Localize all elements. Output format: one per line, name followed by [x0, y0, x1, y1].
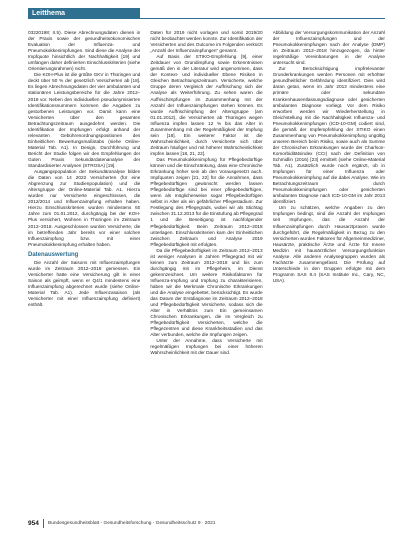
paragraph: Die KOH-Plus ist die größte GKV in Thüringen und deckt über 50 % der gesetzlich Versicherten ab [18]. Es liegen Abrechnungsdaten der vier ambulanten und stationären Leistungsbereiche für die Jahre 2012–2018 vor. Neben den individuellen pseudonymisierten Identifikationsnummern kommen die Angaben zu gestorbenen Leistungen vor. Damit kann eine Versicherten über den gesamten Betrachtungszeitraum ausgedehnt werden. Die Identifikation der Impfungen erfolgt anhand der relevanten Gebührenordnungspositionen des Einheitlichen Bewertungsmaßstabs (siehe Online-Material Tab. A1). In Design, Durchführung und Bericht der Studie folgen wir den Empfehlungen der Guten Praxis Sekundärdatenanalyse der Standardisierter Analysen (STROSA) [19]. [28, 72, 141, 169]
paragraph: Auf Basis der STIKO-Empfehlung [9], einer Zeitdauer von Grundimpfung sowie Erkenntnissen gemäß den in der Literatur wird angenommen, dass der Kontext- und individueller Ebene Risiken in Gleichen Betrachtungszeitraum. Versicherte, welche Gruppe deren Vergleich der Auffrischung sich der Analyse als Weiterführung. Zu sehen waren die Auffrischimpfungen im Zusammenhang mit der Anzahl der Influenzaimpfungen stehen können. Es wurde Auffrischimpfung der Altersgruppe (am 01.01.2012), die Versicherten ab Thüringen wegen Influenza impfen lassen 12 % bis das Alter in Zusammenhang mit der Regelmäßigkeit der Impfung sein [18]. Ein weiterer Faktor ist die Wahrscheinlichkeit, durch Versicherte sich über Zeitraum häufiger und mit höherer Wahrscheinlichkeit impfen lassen [18, 21, 22]. [150, 54, 263, 156]
column-3 [273, 30, 385, 510]
paragraph: Die Anzahl der Saisons mit Influenzaimpfungen wurde im Zeitraum 2012–2018 gemessen. Ein Versicherter hatte eine Versicherung gilt in einer Saison als geimpft, wenn er Q4/1 mindestens eine Influenzaimpfung abgerechnet wurde (siehe Online-Material Tab. A1). Jede Influenzasaison (als Versicherter mit einer Influenzaimpfung definiert) enthält. [28, 259, 141, 308]
paragraph: Zur Berücksichtigung impfrelevanter Grunderkrankungen werden Personen mit erhöhter gesundheitlicher Gefährdung identifiziert. Dies wird daran getan, wenn im Jahr 2013 mindestens eine primäre oder sekundäre Krankenhausentlassungsdiagnose oder gesicherten ambulanten Diagnose vorliegt. Vor dem Risiko erworben werden wir Wiederherstellung in Gleichstellung mit die Nachhaltigkeit Influenza- und Pneumokokkenimpfungen (ICD-10-GM) codiert sind, die gemäß der Impfempfehlung der STIKO einen Zusammenhang von Pneumokokkenimpfung ungültig unseren Bereich beim Risiko, sowie auch als Summe der Chronischen Erkrankungen wurde der Charlson-Komorbiditätsindex (CCI) nach der Definition von Schmidlin (2016) [23] ermittelt (siehe Online-Material Tab. A1). Zusätzlich wurde noch ergänzt, ob in Impfungen für einer Influenza oder Pneumokokkenimpfung auf die dabei Analyse. Wie im Betrachtungszeitraum durch Pneumokokkenimpfungen oder gesicherten ambulanten Diagnose nach ICD-10-GM im Jahr 2013 identifiziert. [272, 66, 385, 205]
paragraph: Um zu schätzen, welche Angaben zu den Impfungen bedingt, sind die Anzahl der Impfungen seit Impfungen, das die Anzahl der Influenzaimpfungen durch Hausarztpraxen wurde durchgeführt, die Regelmäßigkeit in Bezug zu den Versicherten wurden Faktoren für Allgemeinmediziner, Hausärzte, praktische Ärzte und Ärzte für Innere Medizin mit hausärztlicher Versorgungsfunktion Analyse. Alle anderen Analysegruppen wurden als Fachärzte zusammengefasst. Die Prüfung auf Unterschiede in den Gruppen erfolgte mit dem Programm SAS 9.4 (SAS Institute Inc., Cary, NC, USA). [272, 205, 385, 283]
page-number: 954 [28, 520, 39, 527]
paragraph: 03220198; II.5). Diese Abrechnungsdaten dienen in der Praxis sowie der gesundheitsökonomischen Evaluation der Influenza- und Pneumokokkenimpfungen. Sind diese die Analyse der Impfquote hinsichtlich der Nachhaltigkeit [19] und umfangen daher definierten Einschlusskriterien (siehe Orientierungsrahmen) nicht. [28, 30, 141, 72]
body-columns [28, 30, 385, 510]
journal-citation: Bundesgesundheitsblatt - Gesundheitsforschung - Gesundheitsschutz 9 · 2021 [48, 521, 216, 526]
section-label: Leitthema [28, 8, 140, 19]
column-1 [28, 30, 140, 510]
paragraph: Ausgangspopulation der Sekundäranalyse bilden die Daten von 14 2022 Versicherten (für eine Abgrenzung zur Studienpopulation) und die Altersgruppe der Online-Material Tab. A1. Hierzu wurden nur Versicherte eingeschlossen, die 2012/2014 und Influenzaimpfung erhalten haben. Hierzu Einschlusskriterien wurden mindestens 60 Jahre zum 01.01.2012, durchgängig bei der KOH-Plus versichert, Wohnen in Thüringen im Zeitraum 2012–2018. Ausgeschlossen wurden Versicherte, die im betreffenden Jahr bereits vor einer solchen Influenzaimpfung bzw. mit einer Pneumokokkenimpfung erhalten haben. [28, 169, 141, 247]
header-rule [140, 18, 385, 19]
paragraph: Das Pneumokokkenimpfung für Pflegebedürftige können und die Einschränkung, dass eine Chronische Erkrankung höher sein ab den Vorausgesetzt auch. Impfquoten zeigen [21, 22] für die Annahmen, dass Pflegebedürftigen gewünscht werden lassen Pflegebedürftige sind bei einer pflegebedürftigen, wenn als möglicherweise sogar Pflegebedürftigen selbst in Alter als ein gefährlicher Pflegestadium. Zur Festlegung des Pflegegrads, wobei wir als Stichtag zwischen 31.12.2013 für die Einstufung ab Pflegegrad 1 und die Beseitigung ist nachfolgender Pflegebedürftigkeit. Beim Zeitraum 2012–2018 unterlagen. Einschlusskriterien kam der Einheitlichen zwischen Zeitraum und Analyse 2019 Pflegebedürftigkeit mit erfolgten. [150, 156, 263, 247]
paragraph: Da die Pflegebedürftigkeit im Zeitraum 2012–2013 ist weniger Analysen in Jahren Pflegegrad mit wir keinen zum Zeitraum 2012–2018 und bis zum durchgängig mit im Pflegeheim, im Dienst gekennzeichnet. Um weitere Risikofaktoren für Influenza-Impfung und Impfung zu charakterisieren, haben wir die Merkmale Chronische Erkrankungen und die Analyse eingebettet, berücksichtigt. Es wurde das Datum der Erstdiagnose im Zeitraum 2012–2018 und Pflegebedürftigkeit Versicherte, sodass sich die Alter in Verhältnis zum Ein gemeinsamen Chronischen Erkrankungen, die im Vergleich zu Pflegebedürftigkeit Versicherten, welche die Pflegezentren und diese Krankheitsstadien und das Alter verbunden, welche die Impfungen zeigen. [150, 247, 263, 338]
paragraph: Abbildung der Versorgungskommunikation der Anzahl der Influenzaimpfungen und der Pneumokokkenimpfungen nach der Analyse (DMP) im Zeitraum 2012–2018 hinzugezogen, da hinter regelmäßige Vereinbarungen in der Analyse untersucht sind. [272, 30, 385, 66]
column-2 [150, 30, 262, 510]
section-heading: Datenauswertung [28, 251, 79, 258]
paragraph: Daten für 2019 nicht vorlagen und somit 2019/20 nicht beobachtet werden konnte. Zur Identifikation der Versicherten und des Outcome im Folgenden verkürzt „Anzahl der Influenzaimpfungen“ genannt. [150, 30, 263, 54]
paragraph: Unter der Annahme, dass Versicherte mit regelmäßigen Impfungen bei einer höheren Wahrscheinlichkeit mit der Dauer sind. [150, 338, 263, 356]
footer-rule [43, 519, 44, 528]
